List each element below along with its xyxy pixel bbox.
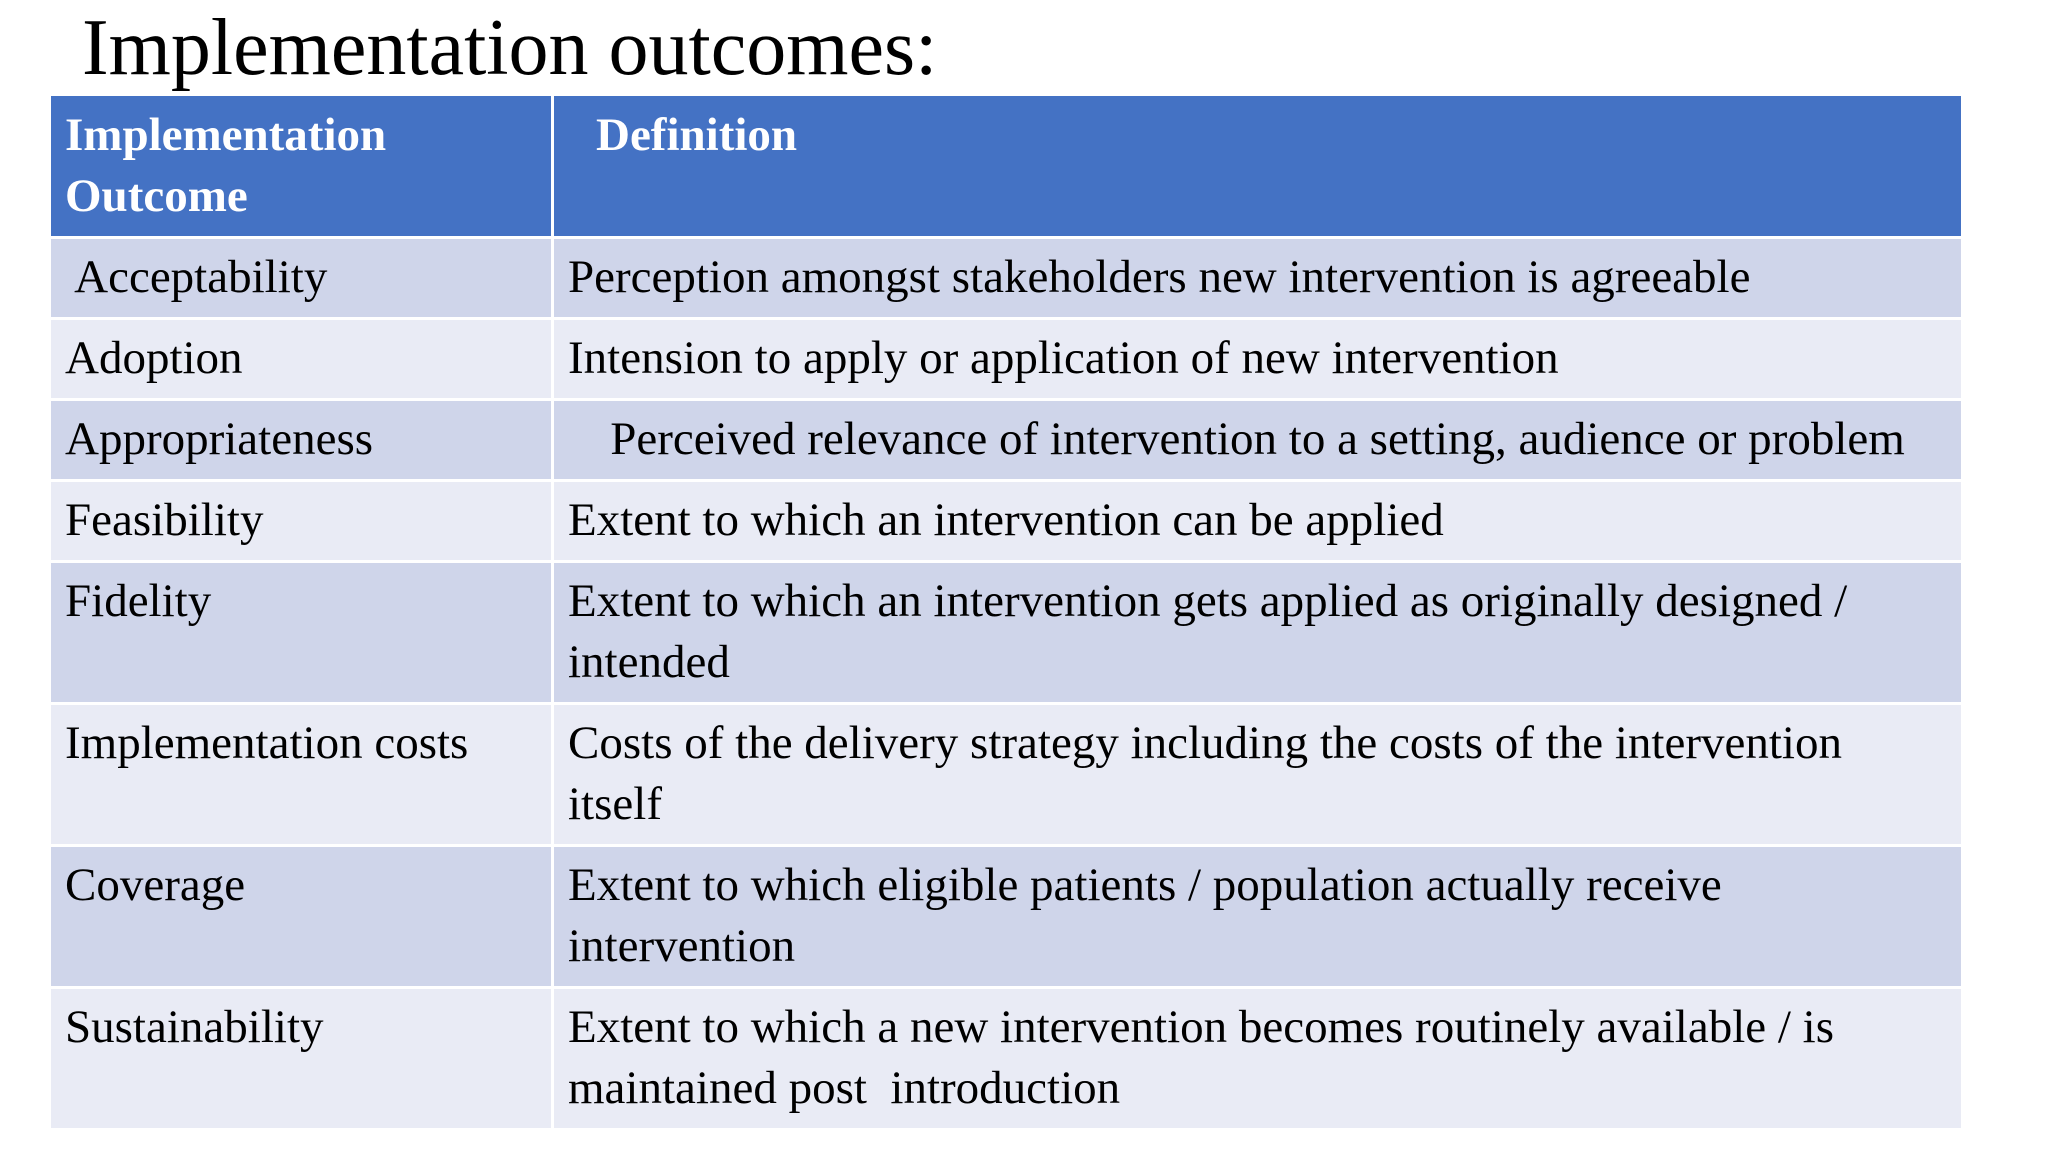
table-row <box>50 319 1963 400</box>
table-row <box>50 704 1963 846</box>
outcomes-table <box>48 93 1964 1131</box>
definition-cell: Extent to which a new intervention becomes routinely available / is maintained post introduction <box>553 988 1963 1130</box>
header-implementation-outcome: Implementation Outcome <box>50 95 553 238</box>
outcome-cell: Adoption <box>50 319 553 400</box>
definition-cell: Intension to apply or application of new intervention <box>553 319 1963 400</box>
definition-cell: Perception amongst stakeholders new intervention is agreeable <box>553 238 1963 319</box>
table-row <box>50 562 1963 704</box>
table-row <box>50 846 1963 988</box>
table-row <box>50 988 1963 1130</box>
table-row <box>50 481 1963 562</box>
table-header-row <box>50 95 1963 238</box>
definition-cell: Extent to which eligible patients / population actually receive intervention <box>553 846 1963 988</box>
outcome-cell: Appropriateness <box>50 400 553 481</box>
definition-cell: Extent to which an intervention can be applied <box>553 481 1963 562</box>
outcome-cell: Acceptability <box>50 238 553 319</box>
table-row <box>50 400 1963 481</box>
table-row <box>50 238 1963 319</box>
outcome-cell: Fidelity <box>50 562 553 704</box>
definition-cell: Costs of the delivery strategy including the costs of the intervention itself <box>553 704 1963 846</box>
outcome-cell: Implementation costs <box>50 704 553 846</box>
definition-cell: Extent to which an intervention gets applied as originally designed / intended <box>553 562 1963 704</box>
definition-cell: Perceived relevance of intervention to a setting, audience or problem <box>553 400 1963 481</box>
outcome-cell: Feasibility <box>50 481 553 562</box>
page-title: Implementation outcomes: <box>82 4 938 92</box>
outcome-cell: Coverage <box>50 846 553 988</box>
outcome-cell: Sustainability <box>50 988 553 1130</box>
header-definition: Definition <box>553 95 1963 238</box>
